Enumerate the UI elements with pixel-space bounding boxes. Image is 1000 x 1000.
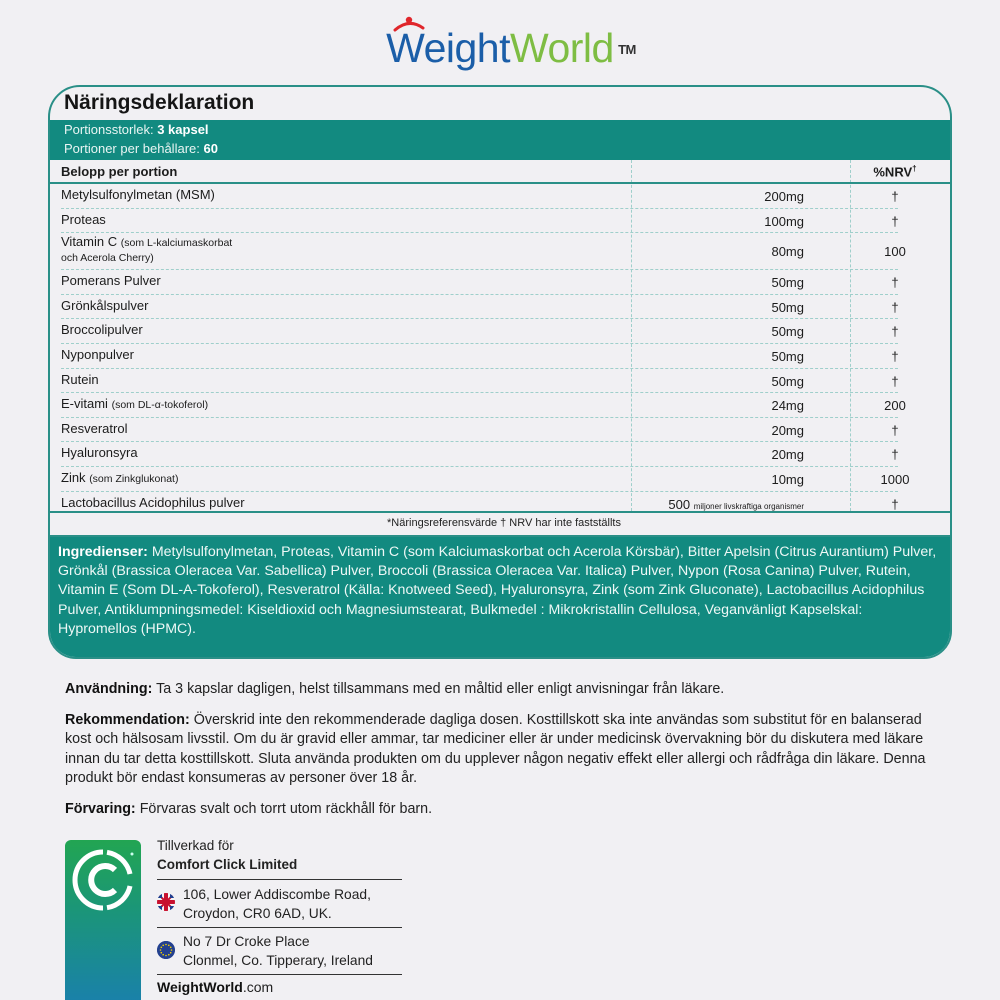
nutrient-amount: 50mg <box>771 275 804 291</box>
nutrient-nrv: † <box>891 348 899 364</box>
made-for-label: Tillverkad för <box>157 838 234 853</box>
table-row <box>50 344 950 369</box>
table-row <box>50 467 950 492</box>
nutrition-table <box>50 160 950 516</box>
nutrient-nrv: † <box>891 299 899 315</box>
servings-per-container <box>64 141 218 156</box>
storage-text: Förvaras svalt och torrt utom räckhåll för barn. <box>139 801 433 817</box>
storage-section <box>65 800 945 819</box>
table-row <box>50 270 950 295</box>
serving-size-label: Portionsstorlek: <box>64 122 154 137</box>
nutrient-name: Vitamin C (som L-kalciumaskorbat och Acerola Cherry) <box>61 234 233 265</box>
uk-flag-icon <box>157 893 175 911</box>
nutrient-nrv: † <box>891 275 899 291</box>
nutrient-amount: 80mg <box>771 244 804 260</box>
table-row <box>50 233 950 270</box>
trademark: TM <box>618 42 636 57</box>
nutrient-amount: 20mg <box>771 447 804 463</box>
nutrient-amount: 50mg <box>771 373 804 389</box>
nutrient-nrv: † <box>891 324 899 340</box>
nutrient-name: Lactobacillus Acidophilus pulver <box>61 494 245 510</box>
nutrient-amount: 500 miljoner livskraftiga organismer <box>668 496 804 512</box>
nutrient-nrv: † <box>891 496 899 512</box>
nutrient-nrv: † <box>891 447 899 463</box>
recommendation-label: Rekommendation: <box>65 712 190 728</box>
comfort-click-logo-icon <box>65 840 141 1000</box>
nutrition-facts-card <box>48 85 952 659</box>
usage-section <box>65 680 945 699</box>
nutrient-amount: 50mg <box>771 348 804 364</box>
company-name: Comfort Click Limited <box>157 857 298 872</box>
nrv-mark: † <box>912 164 917 173</box>
header-amount-per-serving: Belopp per portion <box>61 164 178 179</box>
table-row <box>50 393 950 418</box>
servings-label: Portioner per behållare: <box>64 141 200 156</box>
nutrient-nrv: 200 <box>884 398 906 414</box>
ingredients-text: Metylsulfonylmetan, Proteas, Vitamin C (som Kalciumaskorbat och Acerola Körsbär), Bitter Apelsin (Citrus Aurantium) Pulver, Grönkål (Brassica Oleracea Var. Sabellica) Pulver, Broccoli (Brassica Oleracea Var. Italica) Pulver, Nypon (Rosa Canina) Pulver, Rutein, Vitamin E (Som DL-A-Tokoferol), Resveratrol (Källa: Knotweed Seed), Hyaluronsyra, Zink (som Zink Gluconate), Lactobacillus Acidophilus Pulver, Antiklumpningsmedel: Kiseldioxid och Magnesiumstearat, Bulkmedel : Mikrokristallin Cellulosa, Veganvänligt Kapselskal: Hypromellos (HPMC). <box>58 544 937 637</box>
nutrient-nrv: † <box>891 373 899 389</box>
recommendation-text: Överskrid inte den rekommenderade dagliga dosen. Kosttillskott ska inte användas som substitut för en balanserad kost och hälsosam livsstil. Om du är gravid eller ammar, tar mediciner eller är under medicinsk övervakning bör du diskutera med läkare innan du tar detta kosttillskott. Sluta använda produkten om du upplever någon negativ effekt eller allergi och rådfråga din läkare. Denna produkt bör endast konsumeras av personer över 18 år. <box>65 712 926 786</box>
nutrient-name: Hyaluronsyra <box>61 445 138 461</box>
nutrient-name: Grönkålspulver <box>61 297 149 313</box>
nutrient-amount: 20mg <box>771 422 804 438</box>
nutrient-name: Broccolipulver <box>61 322 143 338</box>
logo-weight-text: Weight <box>386 25 511 71</box>
uk-address-line1: 106, Lower Addiscombe Road, <box>183 887 371 902</box>
table-row <box>50 369 950 394</box>
eu-address <box>183 932 373 970</box>
nutrient-nrv: † <box>891 422 899 438</box>
recommendation-section <box>65 711 945 788</box>
nutrient-amount: 100mg <box>764 213 804 229</box>
table-header <box>50 160 950 184</box>
ingredients-block <box>50 537 950 659</box>
nutrient-amount: 50mg <box>771 324 804 340</box>
uk-address-line2: Croydon, CR0 6AD, UK. <box>183 906 332 921</box>
nutrition-title: Näringsdeklaration <box>64 91 255 114</box>
nutrient-amount: 50mg <box>771 299 804 315</box>
website-bold: WeightWorld <box>157 979 243 995</box>
serving-size <box>64 122 209 137</box>
uk-address <box>183 885 371 923</box>
nutrient-nrv: 100 <box>884 244 906 260</box>
website-suffix: .com <box>242 979 274 995</box>
nutrient-amount: 200mg <box>764 189 804 204</box>
nutrient-name: Proteas <box>61 211 106 227</box>
logo-figure-icon <box>392 16 426 36</box>
website-link[interactable] <box>157 979 273 995</box>
nutrient-name: Pomerans Pulver <box>61 273 161 289</box>
serving-size-value: 3 kapsel <box>157 122 209 137</box>
logo-world-text: World <box>510 25 614 71</box>
divider <box>157 974 402 975</box>
nutrient-name: Metylsulfonylmetan (MSM) <box>61 187 215 202</box>
nutrient-nrv: 1000 <box>880 471 910 487</box>
table-row <box>50 295 950 320</box>
serving-info-band <box>50 120 950 160</box>
ingredients-label: Ingredienser: <box>58 544 148 560</box>
table-row <box>50 319 950 344</box>
nutrient-nrv: † <box>891 189 899 204</box>
weightworld-logo <box>0 18 1000 78</box>
divider <box>157 879 402 880</box>
nrv-label: %NRV <box>873 164 913 180</box>
nutrient-name: Resveratrol <box>61 420 128 436</box>
storage-label: Förvaring: <box>65 801 136 817</box>
nutrient-amount: 10mg <box>771 471 804 487</box>
nutrient-nrv: † <box>891 213 899 229</box>
table-row <box>50 418 950 443</box>
nutrient-name: Zink (som Zinkglukonat) <box>61 469 179 485</box>
usage-text: Ta 3 kapslar dagligen, helst tillsammans med en måltid eller enligt anvisningar från läkare. <box>156 681 725 697</box>
divider <box>157 927 402 928</box>
table-row <box>50 442 950 467</box>
nutrient-name: E-vitami (som DL-α-tokoferol) <box>61 396 209 412</box>
nutrient-name: Nyponpulver <box>61 346 134 362</box>
eu-flag-icon <box>157 941 175 959</box>
table-row <box>50 209 950 234</box>
table-row <box>50 184 950 209</box>
eu-address-line2: Clonmel, Co. Tipperary, Ireland <box>183 953 373 968</box>
comfort-click-c-icon <box>71 848 135 912</box>
header-nrv <box>851 164 939 179</box>
servings-value: 60 <box>203 141 218 156</box>
nutrient-name: Rutein <box>61 371 99 387</box>
eu-address-line1: No 7 Dr Croke Place <box>183 934 310 949</box>
usage-label: Användning: <box>65 681 153 697</box>
nutrient-amount: 24mg <box>771 398 804 414</box>
nrv-footnote: *Näringsreferensvärde † NRV har inte fastställts <box>50 511 950 537</box>
